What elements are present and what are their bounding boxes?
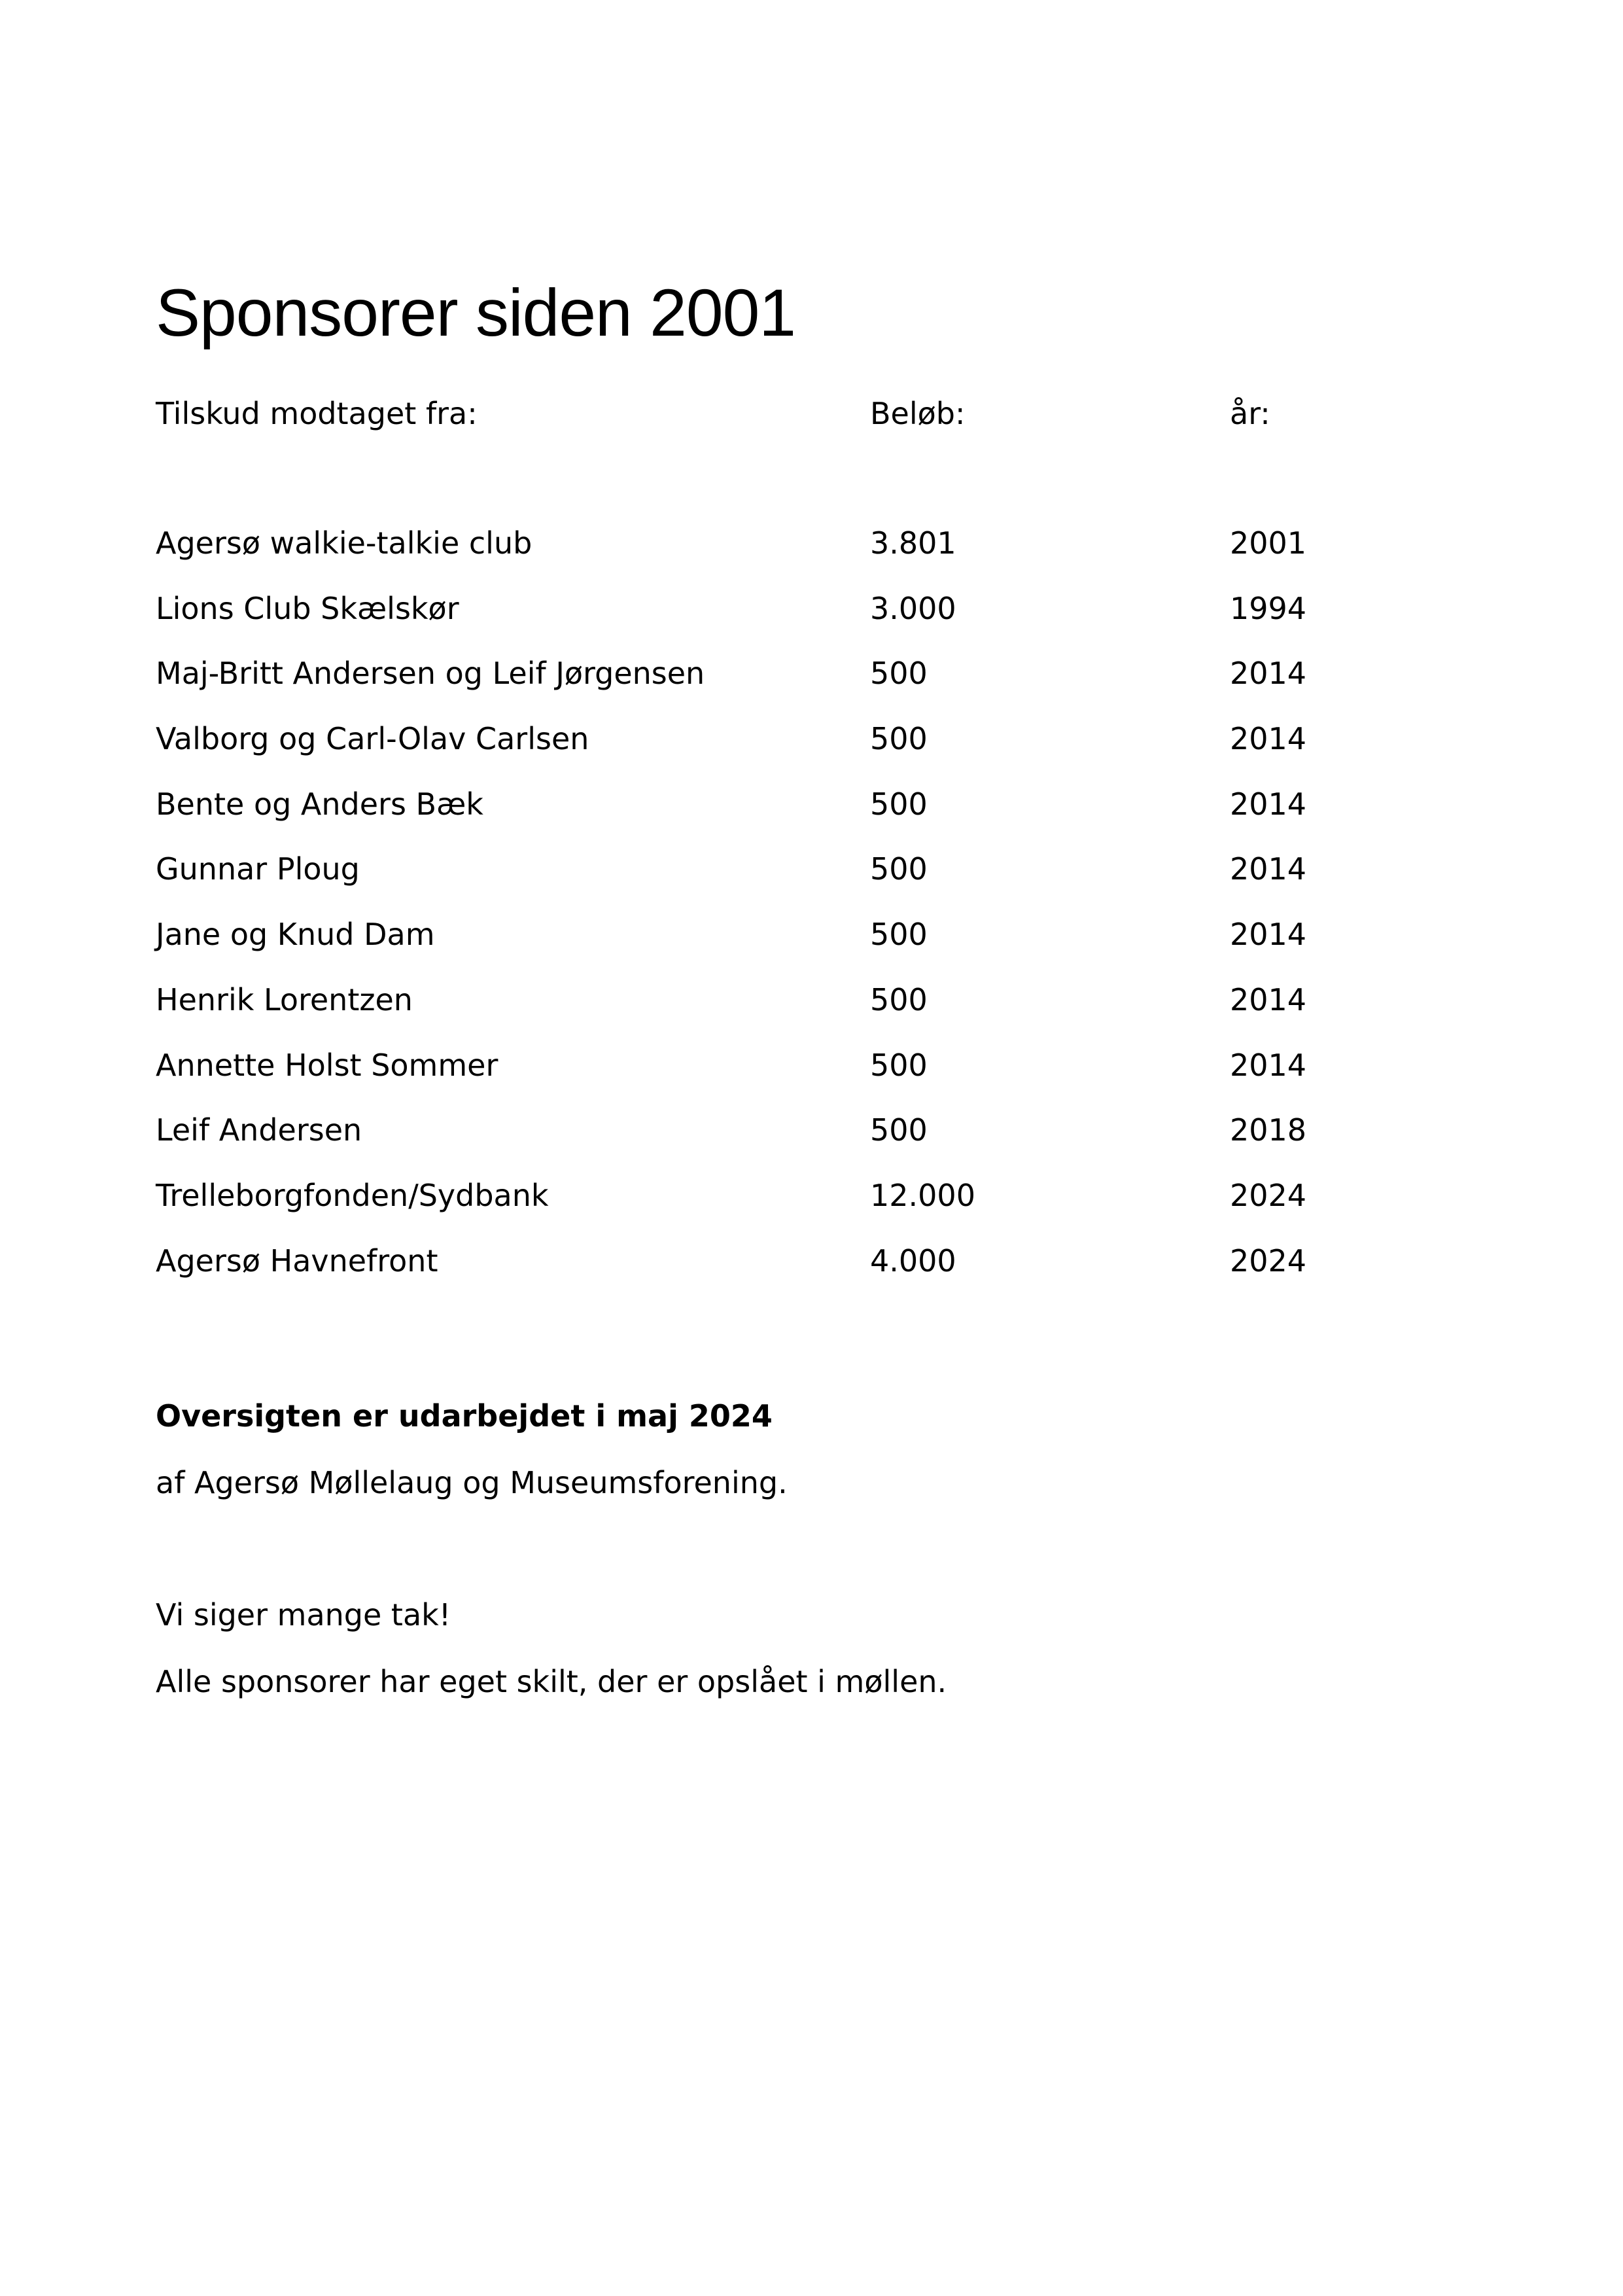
page-title: Sponsorer siden 2001 [156,275,796,351]
sponsor-amount: 500 [870,656,928,692]
sponsor-name: Lions Club Skælskør [156,590,459,626]
sponsor-amount: 500 [870,721,928,757]
sponsor-name: Jane og Knud Dam [156,917,435,953]
sponsor-amount: 500 [870,786,928,822]
sponsor-name: Trelleborgfonden/Sydbank [156,1177,549,1213]
sponsor-amount: 500 [870,917,928,953]
table-row [156,1176,1544,1241]
column-header-amount: Beløb: [870,396,966,431]
sponsor-year: 2014 [1230,981,1307,1017]
footer-thanks-line: Vi siger mange tak! [156,1597,451,1633]
table-row [156,980,1544,1046]
sponsor-year: 2014 [1230,656,1307,692]
sponsor-name: Maj-Britt Andersen og Leif Jørgensen [156,656,705,692]
table-row [156,523,1544,589]
table-row [156,589,1544,654]
sponsor-year: 2014 [1230,1047,1307,1083]
table-row [156,1110,1544,1176]
column-header-year: år: [1230,396,1270,431]
table-row [156,849,1544,915]
sponsor-amount: 500 [870,1047,928,1083]
sponsor-name: Henrik Lorentzen [156,981,413,1017]
sponsor-year: 2014 [1230,786,1307,822]
table-row [156,1241,1544,1307]
sponsor-amount: 3.801 [870,525,956,561]
footer-note-line: Alle sponsorer har eget skilt, der er opslået i møllen. [156,1664,947,1699]
footer-organization-line: af Agersø Møllelaug og Museumsforening. [156,1465,788,1500]
sponsor-name: Valborg og Carl-Olav Carlsen [156,721,589,757]
table-row [156,719,1544,785]
table-row [156,915,1544,980]
sponsor-year: 2014 [1230,721,1307,757]
sponsor-amount: 500 [870,1112,928,1148]
table-row [156,1046,1544,1111]
sponsor-amount: 3.000 [870,590,956,626]
sponsor-year: 2024 [1230,1243,1307,1279]
sponsor-name: Annette Holst Sommer [156,1047,498,1083]
sponsor-amount: 500 [870,981,928,1017]
sponsor-year: 2024 [1230,1177,1307,1213]
sponsor-year: 2018 [1230,1112,1307,1148]
sponsor-table [156,523,1544,1306]
sponsor-name: Gunnar Ploug [156,851,360,887]
sponsor-year: 1994 [1230,590,1307,626]
sponsor-year: 2014 [1230,851,1307,887]
sponsor-name: Agersø Havnefront [156,1243,438,1279]
column-header-name: Tilskud modtaget fra: [156,396,478,431]
sponsor-amount: 4.000 [870,1243,956,1279]
table-header-row [156,394,1544,433]
sponsor-amount: 500 [870,851,928,887]
sponsor-amount: 12.000 [870,1177,975,1213]
sponsor-year: 2001 [1230,525,1307,561]
footer-prepared-line: Oversigten er udarbejdet i maj 2024 [156,1398,773,1434]
sponsor-year: 2014 [1230,917,1307,953]
table-row [156,654,1544,719]
sponsor-name: Leif Andersen [156,1112,362,1148]
table-row [156,785,1544,850]
sponsor-name: Agersø walkie-talkie club [156,525,532,561]
sponsor-name: Bente og Anders Bæk [156,786,483,822]
